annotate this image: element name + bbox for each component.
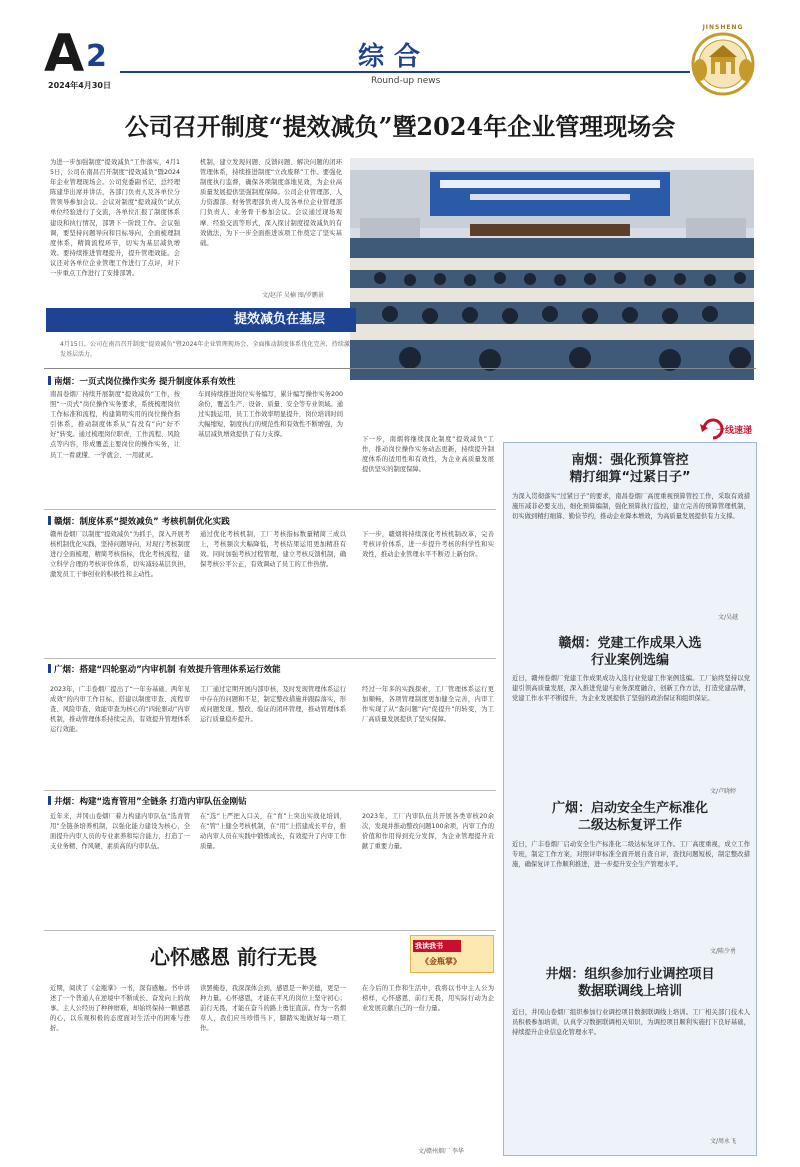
lead-credit: 文/赵洋 吴楠 图/罗鹏景 <box>262 292 324 299</box>
section-1-col1: 南昌卷烟厂持续开展制度“提效减负”工作，按照“一页式”岗位操作实务要求，系统梳理岗位工作标准和流程，构建简明实用的岗位操作指引体系，推动制度体系从“有没有”向“好不好”转变。通过梳理岗位职责、工作流程、风险点等内容，形成覆盖主要岗位的操作实务，让员工一看就懂、一学就会、一用就灵。 <box>50 391 180 459</box>
photo-banner-text: 提效减负在基层 <box>234 312 326 327</box>
page-headline: 公司召开制度“提效减负”暨2024年企业管理现场会 <box>124 112 676 141</box>
book-badge-line2: 《金瓶掌》 <box>421 957 461 966</box>
sidebar-item-2-credit: 文/卢晓婷 <box>710 788 737 795</box>
divider-2 <box>44 658 496 659</box>
sidebar-item-4-credit: 文/周永飞 <box>710 1138 737 1145</box>
section-2-col2: 通过优化考核机制，工厂考核指标数量精简三成以上，考核频次大幅降低，考核结果运用更加精准有效。同时加强考核过程管理，建立考核反馈机制，确保考核公平公正，有效调动了员工的工作热情。 <box>200 531 346 569</box>
divider-3 <box>44 790 496 791</box>
photo-caption: 4月15日，公司在南昌召开制度“提效减负”暨2024年企业管理现场会，全面推动制度体系优化完善，持续激发基层活力。 <box>60 341 350 358</box>
section-3-col3: 经过一年多的实践探索，工厂管理体系运行更加顺畅，各项管理制度更加健全完善，内审工作实现了从“查问题”向“促提升”的转变，为工厂高质量发展提供了坚实保障。 <box>362 686 494 724</box>
sidebar-item-3-title: 广烟：启动安全生产标准化 二级达标复评工作 <box>551 801 708 833</box>
divider-4 <box>44 930 496 931</box>
book-badge <box>410 935 494 973</box>
brand-logo <box>690 24 756 98</box>
section-heading-2 <box>48 515 230 527</box>
page-letter: A <box>44 24 85 84</box>
book-badge-line1: 我读我书 <box>415 942 443 950</box>
bottom-story-col3: 在今后的工作和生活中，我将以书中主人公为榜样，心怀感恩、前行无畏，用实际行动为企业发展贡献自己的一份力量。 <box>362 985 494 1013</box>
section-heading-3-text: 广烟：搭建“四轮驱动”内审机制 有效提升管理体系运行效能 <box>54 665 281 675</box>
section-4-col3: 2023年，工厂内审队伍共开展各类审核20余次，发现并推动整改问题100余项，内审工作的价值和作用得到充分发挥，为企业管理提升贡献了重要力量。 <box>362 813 494 851</box>
section-heading-4 <box>48 795 247 807</box>
page-number: 2 <box>86 39 107 74</box>
sidebar-item-3-text: 近日，广丰卷烟厂启动安全生产标准化二级达标复评工作。工厂高度重视，成立工作专班，制定工作方案，对照评审标准全面开展自查自评，查找问题短板，制定整改措施，确保复评工作顺利推进，进一步提升安全生产管理水平。 <box>512 841 750 869</box>
section-4-col2: 在“选”上严把入口关，在“育”上突出实战化培训，在“管”上健全考核机制，在“用”上搭建成长平台，推动内审人员在实践中锻炼成长，有效提升了内审工作质量。 <box>200 813 346 851</box>
section-4-col1: 近年来，井冈山卷烟厂着力构建内审队伍“选育管用”全链条培养机制，以强化能力建设为核心，全面提升内审人员的专业素养和综合能力，打造了一支业务精、作风硬、素质高的内审队伍。 <box>50 813 190 851</box>
section-heading-1-text: 南烟：一页式岗位操作实务 提升制度体系有效性 <box>54 377 236 387</box>
bottom-story-credit: 文/赣州烟厂 李华 <box>418 1148 464 1155</box>
section-1-col3: 下一步，南烟将继续深化制度“提效减负”工作，推动岗位操作实务动态更新，持续提升制度体系的适用性和有效性，为企业高质量发展提供坚实的制度保障。 <box>362 436 494 474</box>
section-subtitle: Round-up news <box>371 76 441 86</box>
sidebar-tag <box>698 418 758 440</box>
lead-text-col1: 为进一步加强制度“提效减负”工作落实，4月15日，公司在南昌召开制度“提效减负”暨2024年企业管理现场会。公司党委副书记、总经理陈建华出席并讲话，各部门负责人及各单位分管领导参加会议。会议对制度“提效减负”试点单位经验进行了交流，各单位汇报了制度体系建设和执行情况，部署下一阶段工作。会议强调，要坚持问题导向和目标导向，全面梳理制度体系，精简流程环节，切实为基层减负增效。要持续推进管理提升，提升管理效能。会议还对各单位企业管理工作进行了点评，对下一步重点工作进行了安排部署。 <box>50 159 180 278</box>
sidebar-item-1-text: 为深入贯彻落实“过紧日子”的要求，南昌卷烟厂高度重视预算管控工作，采取有效措施压减非必要支出，细化预算编制，强化预算执行监控，建立完善的预算管理机制，切实做到精打细算、勤俭节约，推动企业降本增效，为高质量发展提供有力支撑。 <box>512 493 750 521</box>
section-1-col2: 车间持续推进岗位实务编写，累计编写操作实务200余份，覆盖生产、设备、质量、安全等专业领域。通过实践运用，员工工作效率明显提升，岗位培训时间大幅缩短，制度执行的规范性和有效性不断增强，为基层减负增效提供了有力支撑。 <box>198 391 343 439</box>
section-3-col2: 工厂通过定期开展内部审核，及时发现管理体系运行中存在的问题和不足，制定整改措施并跟踪落实，形成问题发现、整改、验证的闭环管理，推动管理体系运行质量稳步提升。 <box>200 686 346 724</box>
section-2-col3: 下一步，赣烟将持续深化考核机制改革，完善考核评价体系，进一步提升考核的科学性和实效性，推动企业管理水平不断迈上新台阶。 <box>362 531 494 559</box>
sidebar-tag-text: 一线速递 <box>716 426 753 436</box>
photo-banner <box>46 308 356 332</box>
divider-1 <box>44 509 496 510</box>
section-heading-4-text: 井烟：构建“选育管用”全链条 打造内审队伍金刚钻 <box>54 797 247 807</box>
sidebar-item-1-title: 南烟：强化预算管控 精打细算“过紧日子” <box>569 453 691 485</box>
divider-lead <box>44 368 756 369</box>
masthead <box>0 0 800 110</box>
section-3-col1: 2023年，广丰卷烟厂提出了“一年夯基础、两年见成效”的内审工作目标，搭建以制度审查、流程审查、风险审查、效能审查为核心的“四轮驱动”内审机制，推动管理体系持续完善，有效提升管理体系运行效能。 <box>50 686 190 734</box>
sidebar-item-2-text: 近日，赣州卷烟厂党建工作成果成功入选行业党建工作案例选编。工厂始终坚持以党建引领高质量发展，深入推进党建与业务深度融合，创新工作方法，打造党建品牌，党建工作水平不断提升，为企业发展提供了坚强的政治保证和组织保证。 <box>512 675 750 703</box>
sidebar-item-3-credit: 文/陈少勇 <box>710 948 737 955</box>
sidebar-item-1-credit: 文/吴越 <box>718 614 739 621</box>
lead-text-col2: 机制，建立发现问题、反馈问题、解决问题的闭环管理体系，持续推进制度“立改废释”工作。要强化制度执行监督，确保各项制度落地见效，为企业高质量发展提供坚强制度保障。公司企业管理部、人力资源部、财务管理部负责人及各单位企业管理部门负责人、业务骨干参加会议。会议通过现场观摩、经验交流等形式，深入探讨制度提效减负的有效做法，为下一步全面推进该项工作奠定了坚实基础。 <box>200 159 342 247</box>
bottom-story-col1: 近期，阅读了《金瓶掌》一书，深有感触。书中讲述了一个普通人在逆境中不断成长、奋发向上的故事。主人公经历了种种磨难，却始终保持一颗感恩的心，以乐观积极的态度面对生活中的困难与挫折。 <box>50 985 190 1033</box>
issue-date: 2024年4月30日 <box>48 81 111 90</box>
sidebar-item-4-text: 近日，井冈山卷烟厂组织参加行业调控项目数据联调线上培训。工厂相关部门技术人员积极参加培训，认真学习数据联调相关知识，为调控项目顺利实施打下良好基础，持续提升企业信息化管理水平。 <box>512 1009 750 1037</box>
sidebar-item-4-title: 井烟：组织参加行业调控项目 数据联调线上培训 <box>545 967 715 999</box>
bottom-story-col2: 读罢掩卷，我深深体会到，感恩是一种美德，更是一种力量。心怀感恩，才能在平凡的岗位上坚守初心；前行无畏，才能在奋斗的路上勇往直前。作为一名烟草人，我们应当珍惜当下，脚踏实地做好每一项工作。 <box>200 985 346 1033</box>
section-heading-1 <box>48 375 235 387</box>
section-title: 综合 <box>358 42 431 72</box>
section-2-col1: 赣州卷烟厂以制度“提效减负”为抓手，深入开展考核机制优化实践，坚持问题导向，对现行考核制度进行全面梳理，精简考核指标，优化考核流程，建立科学合理的考核评价体系，切实减轻基层负担，激发员工干事创业的积极性和主动性。 <box>50 531 190 579</box>
bottom-story-title: 心怀感恩 前行无畏 <box>150 945 317 969</box>
section-heading-3 <box>48 663 281 675</box>
sidebar-item-2-title: 赣烟：党建工作成果入选 行业案例选编 <box>558 636 702 668</box>
section-heading-2-text: 赣烟：制度体系“提效减负” 考核机制优化实践 <box>54 517 230 527</box>
lead-photo <box>350 158 754 380</box>
brand-text: JINSHENG <box>702 24 744 31</box>
